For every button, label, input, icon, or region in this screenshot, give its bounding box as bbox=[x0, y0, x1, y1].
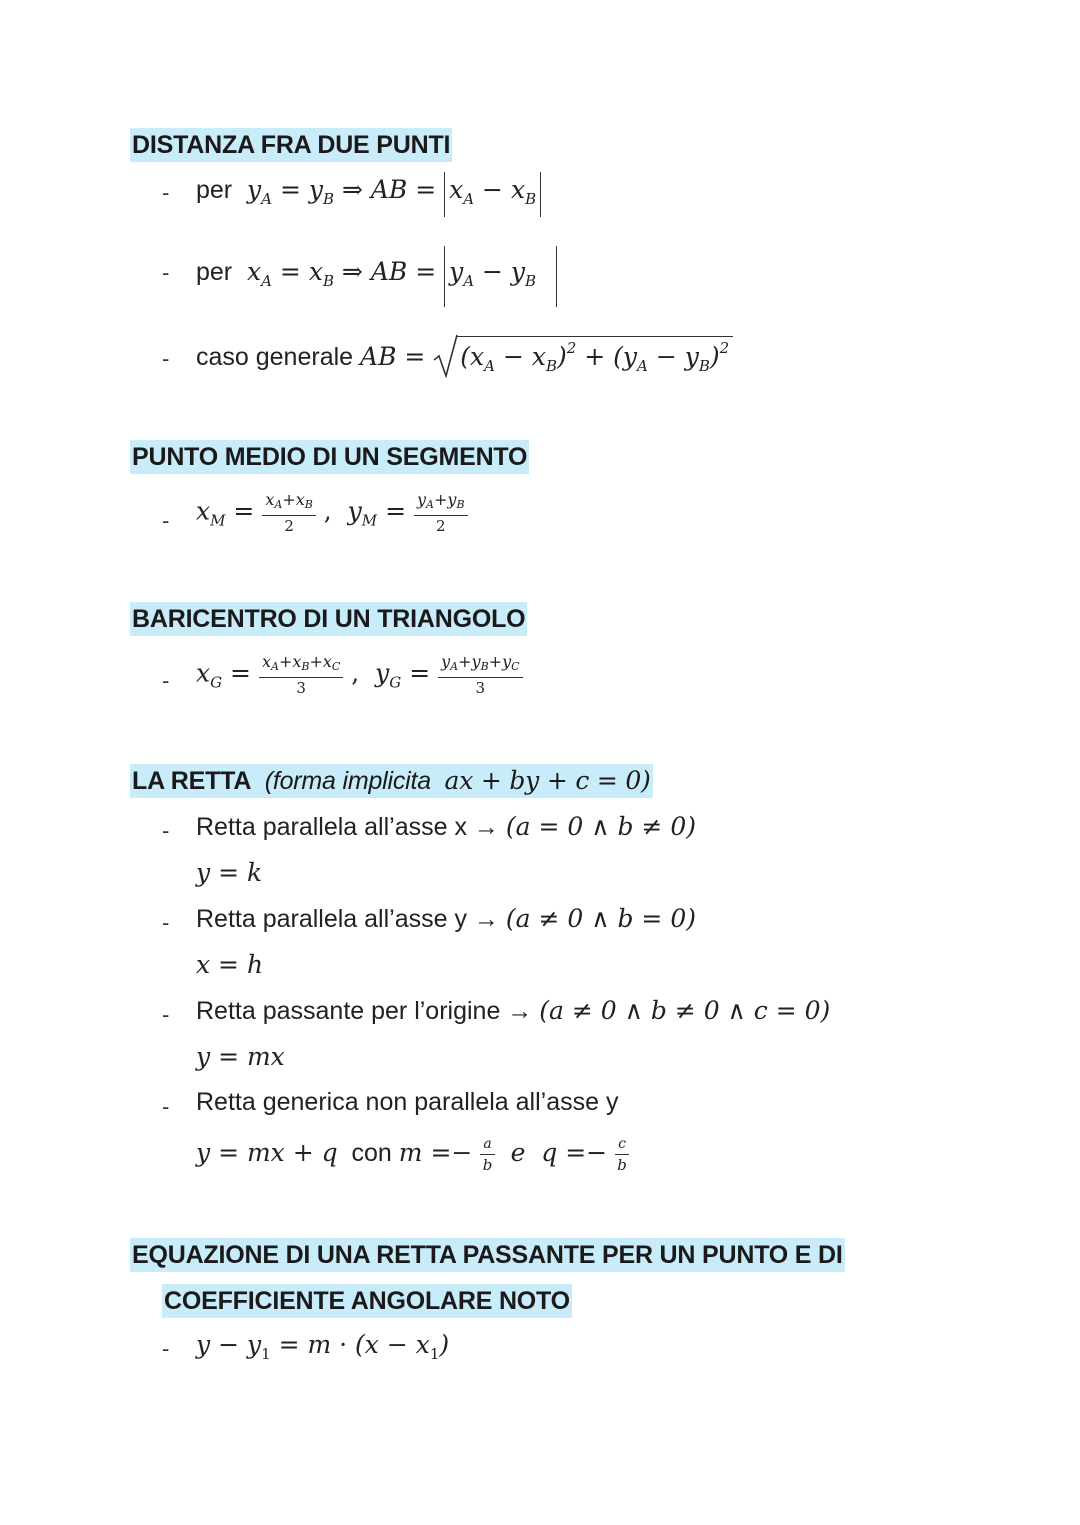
formula-distanza-x-equal: per $x_A = x_B$ ⇒ AB = $y_A - y_B$ bbox=[196, 246, 557, 307]
prefix-per: per bbox=[196, 258, 233, 286]
sqrt-expression: $(x_A - x_B)^2 + (y_A - y_B)^2$ bbox=[432, 336, 733, 375]
formula-retta-punto: $y - y_1 = m \cdot (x - x_1)$ bbox=[196, 1330, 450, 1363]
heading-retta bbox=[130, 764, 653, 798]
retta-item-2 bbox=[196, 904, 696, 934]
retta-item-4-eq-line: y = mx + q con m =− $\frac{a}{b}$ e q =− $\frac{c}{b}$ bbox=[196, 1134, 629, 1175]
bullet-dash: - bbox=[162, 668, 170, 693]
heading-equazione-line2: COEFFICIENTE ANGOLARE NOTO bbox=[162, 1284, 572, 1318]
retta-item-4-eq: y = mx + q bbox=[196, 1138, 338, 1167]
heading-retta-title: LA RETTA bbox=[132, 767, 252, 795]
retta-item-1-text: Retta parallela all’asse x → bbox=[196, 813, 499, 841]
heading-punto-medio: PUNTO MEDIO DI UN SEGMENTO bbox=[130, 440, 529, 474]
retta-item-4-text: Retta generica non parallela all’asse y bbox=[196, 1088, 619, 1116]
prefix-per: per bbox=[196, 176, 233, 204]
bullet-dash: - bbox=[162, 508, 170, 533]
retta-item-2-eq: x = h bbox=[196, 950, 264, 979]
retta-item-3-cond: (a ≠ 0 ∧ b ≠ 0 ∧ c = 0) bbox=[539, 996, 831, 1025]
formula-baricentro: $x_G$ = $\frac{x_A+x_B+x_C}{3}$ , $y_G$ = $\frac{y_A+y_B+y_C}{3}$ bbox=[196, 652, 523, 698]
bullet-dash: - bbox=[162, 910, 170, 935]
heading-retta-note: (forma implicita bbox=[264, 767, 431, 795]
bullet-dash: - bbox=[162, 1094, 170, 1119]
retta-item-1 bbox=[196, 812, 696, 842]
formula-punto-medio: $x_M$ = $\frac{x_A+x_B}{2}$ , $y_M$ = $\frac{y_A+y_B}{2}$ bbox=[196, 490, 468, 536]
retta-item-1-cond: (a = 0 ∧ b ≠ 0) bbox=[505, 812, 696, 841]
prefix-caso-generale: caso generale bbox=[196, 343, 354, 371]
heading-retta-formula: ax + by + c = 0) bbox=[444, 766, 651, 795]
heading-equazione-line1: EQUAZIONE DI UNA RETTA PASSANTE PER UN PUNTO E DI bbox=[130, 1238, 845, 1272]
bullet-dash: - bbox=[162, 1336, 170, 1361]
retta-item-4-con: con bbox=[351, 1139, 392, 1167]
heading-baricentro: BARICENTRO DI UN TRIANGOLO bbox=[130, 602, 527, 636]
bullet-dash: - bbox=[162, 1002, 170, 1027]
retta-item-2-text: Retta parallela all’asse y → bbox=[196, 905, 499, 933]
bullet-dash: - bbox=[162, 346, 170, 371]
retta-item-1-eq: y = k bbox=[196, 858, 263, 887]
retta-item-2-cond: (a ≠ 0 ∧ b = 0) bbox=[505, 904, 696, 933]
formula-distanza-y-equal: per $y_A = y_B$ ⇒ AB = $x_A - x_B$ bbox=[196, 172, 541, 217]
retta-item-3 bbox=[196, 996, 830, 1026]
formula-distanza-generale: caso generale AB = $(x_A - x_B)^2 + (y_A - y_B)^2$ bbox=[196, 336, 733, 375]
bullet-dash: - bbox=[162, 818, 170, 843]
retta-item-3-eq: y = mx bbox=[196, 1042, 285, 1071]
retta-item-3-text: Retta passante per l’origine → bbox=[196, 997, 533, 1025]
bullet-dash: - bbox=[162, 260, 170, 285]
heading-distanza: DISTANZA FRA DUE PUNTI bbox=[130, 128, 452, 162]
bullet-dash: - bbox=[162, 180, 170, 205]
sqrt-icon bbox=[432, 334, 458, 378]
